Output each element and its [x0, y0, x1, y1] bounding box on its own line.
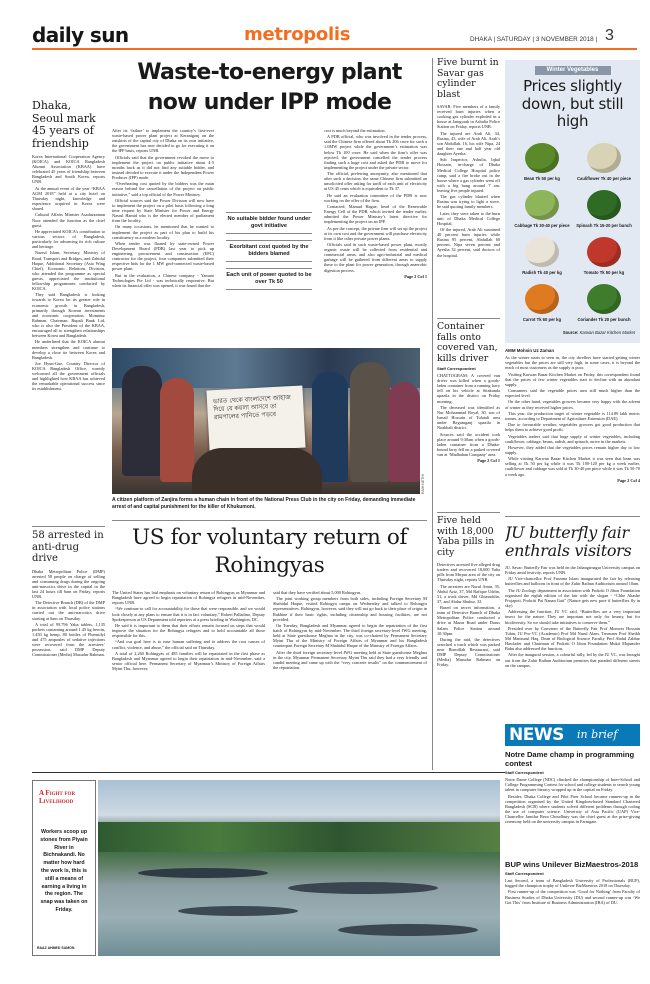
price-label: Bean Tk 50 per kg [524, 176, 560, 181]
price-label: Spinach Tk 15-20 per bunch [576, 223, 632, 228]
paragraph: As per the concept, the private firm will set up the project at its own cost and the government will purchase electricity from it like other private power plants. [324, 225, 427, 241]
paragraph: A total of 2,260 Rohingyas of 485 families will be repatriated in the first phase as Bangladesh and Myanmar agreed to begin their repatriation in mid-November, said a senior official here. Permanent Secretary of Myanmar’s Ministry of Foreign Affairs Myint Thu, however, [112, 650, 265, 672]
story-body [505, 355, 640, 477]
kicker: Winter Vegetables [535, 66, 611, 75]
news-brief-2 [505, 860, 640, 960]
paragraph: The injured are Arab Ali, 34, Rasina, 45, wife of Arab Ali, Arab’s son Abdullah, 16, his wife Nipa, 24 and their one and half year old daughter Ayesha. [437, 130, 500, 157]
lead-pullquotes [218, 128, 320, 346]
paragraph: The Detective Branch (DB) of the DMP in association with local police stations carried out the anti-narcotics drive starting at 6am on Thursday. [32, 600, 105, 621]
vegetable-photo [525, 284, 559, 314]
sign-text: ভারত থেকে বাংলাদেশে জাহাজ দিয়ে যে কয়লা আসবে তা রামপালের পানিতে পড়বে [212, 394, 291, 422]
vegetable-photo [525, 190, 559, 220]
paragraph: JU Vice-chancellor Prof Farzana Islam inaugurated the fair by releasing butterflies and balloons in front of the Zahir Raihan Auditorium around 10am. [505, 576, 640, 587]
section-label: metropolis [244, 24, 351, 45]
vegetable-item [511, 187, 573, 234]
vegetable-photo [587, 237, 621, 267]
paragraph: Sub Inspector, Ashulia, Iqbal Hossain, in-charge of Dhaka Medical College Hospital police camp, said a fire broke out in the house where a gas cylinder went off with a big bang around 7 am, leaving five people injured. [437, 157, 500, 193]
continued-label: Page 2 Col 4 [617, 477, 640, 483]
story-body [437, 104, 500, 258]
byline: Staff Correspondent [505, 770, 544, 775]
dateline: DHAKA | SATURDAY | 3 NOVEMBER 2018 | [470, 36, 598, 43]
paragraph: Besides, Dhaka College and Pilot Pirer School became runners-up in the competition organised by the United Kingdom-based Standard Chartered Bangladesh (SCB) where students solved different problems through coding the use of computer science. University of Asia Pacific (UAP) Vice-Chancellor Jamilur Reza Choudhury was the chief guest at the prize-giving ceremony held on the university campus in Farmgate. [505, 793, 640, 825]
paragraph: After the third foreign secretary-level JWG meeting held at State guesthouse Meghna in the city, Myanmar Permanent Secretary Myint Thu said they had a very friendly and candid meeting and came up with the “very concrete results” on the commencement of the repatriation. [273, 649, 427, 670]
paragraph: Last Second, a team of Bangladesh University of Professionals (BUP), bagged the champion trophy of Unilever BizMaestros 2018 on Thursday. [505, 878, 640, 889]
paragraph: Official sources said the Power Division will now have to implement the project on a pilot basis following a long time request by State Minister for Power and Energy Nasrul Hamid who is the elected member of parliament from the locality. [112, 197, 214, 224]
news-word: NEWS [509, 725, 564, 745]
paragraph: Contacted, Mamud Hague, head of the Renewable Energy Cell of the PDB, which invited the tender earlier, admitted the Power Ministry’s latest directive for implementing the project on an IPP. [324, 204, 427, 225]
paragraph: Presided over by Convener of the Butterfly Fair Prof Monwar Hossain Tuhin, JU Pro-VC (Academic) Prof Md Nurul Alam, Treasurer Prof Sheikh Md Manzurul Haq, Dean of Biological Science Faculty Prof Abdul Zabbar Hawlader and Chairman of Prokriti O Jibon Foundation Mukit Majumder Babu also addressed the function. [505, 625, 640, 652]
vegetable-item [573, 140, 635, 187]
paragraph: The United States has laid emphasis on voluntary return of Rohingyas as Myanmar and Bangladesh have agreed to begin repatriation of Rohingya refugees in mid-November, reports UNB. [112, 590, 265, 606]
kicker: A Fight for Livelihood [39, 789, 76, 805]
paragraph: Cultural Affairs Minister Asaduzzaman Noor attended the function as the chief guest. [32, 212, 105, 228]
paragraph: He appreciated KOICA’s contribution to various sectors of Bangladesh, particularly for advancing its rich culture and heritage. [32, 228, 105, 250]
byline: AMM Mohsin Uz Zaman [505, 348, 555, 353]
paragraph: Detectives arrested five alleged drug traders and recovered 18,000 Yaba pills from Mirpur area of the city on Thursday night, reports UNB. [437, 562, 500, 583]
anti-drug-story [32, 530, 105, 770]
paragraph: After the inaugural session, a colourful rally, led by the JU VC, was brought out from the Zahir Raihan Auditorium premises that paraded different streets on the campus. [505, 652, 640, 668]
story-body [32, 569, 105, 658]
story-body [505, 777, 640, 824]
story-body [437, 373, 500, 457]
paragraph: Dhaka Metropolitan Police (DMP) arrested 58 people on charge of selling and consuming drugs during the ongoing anti-narcotics drive in the capital in the last 24 hours till 6am on Friday, reports UNB. [32, 568, 105, 599]
paragraph: On the other hand, vegetables growers became very happy with the advent of winter as they received higher prices. [505, 399, 640, 410]
paragraph: They said Bangladesh is looking towards to Korea for its greater role in economic growth in Bangladesh, primarily through Korean investments and economic cooperation. Mominur Rahman, Chairman, Rupali Bank Ltd, who is also the President of the KBAA, encouraged all to strengthen relationships between Korea and Bangladesh. [32, 292, 105, 339]
paragraph: As the winter starts to seen in, the city dwellers have started getting winter vegetables but the prices are still very high, in some cases, it is beyond the reach of most customers as the supply is poor. [505, 355, 640, 371]
paragraph: At the annual event of the year “KBAA AGM 2018” held at a city hotel on Thursday night, knowledge and experience acquired in Korea were shared. [32, 185, 105, 212]
paragraph: cost is much beyond the estimation. [324, 128, 386, 133]
yaba-story [437, 516, 500, 770]
story-body [437, 562, 500, 667]
caption: Workers scoop up stones from Piyain River in Bichnakandi. No matter how hard the work is, this is still a means of earning a living in the region. The snap was taken on Friday. [40, 829, 88, 913]
story-body [32, 154, 105, 392]
vegetable-photo [587, 143, 621, 173]
price-label: Cabbage Tk 30-40 per piece [514, 223, 570, 228]
paragraph: First runner-up of the competition was ‘Good for Nothing’ from Faculty of Business Studies of Dhaka University (DU) and second runner-up was ‘We Got This’ from Institute of Business Administration (IBA) of DU. [505, 889, 640, 905]
paragraph: During the raid, the detectives searched a truck which was parked near Bismillah Restaurant, said DMP Deputy Commissioner (Media) Masudur Rahman on Friday. [437, 636, 500, 668]
paragraph: On many occasions, he mentioned that he wanted to implement the project as part of his plan to build his constituency as a modern locality. [112, 224, 214, 240]
paragraph: He underlined that the KOICA alumni members strengthen and continue to develop a close tie between Korea and Bangladesh. [32, 339, 105, 360]
photo-caption: A citizen platform of Zanjira forms a human chain in front of the National Press Club in the city on Friday, demanding immediate arrest of and capital punishment for the killer of Khukumoni. [112, 497, 416, 510]
paragraph: “And our goal here is to ease human suffering and to address the root causes of conflict, violence, and abuse,” the official said on Thursday. [112, 639, 265, 650]
paragraph: The arrestees are Nurul Amin, 35, Abdul Aziz, 37, Md Rafique Uddin, 51, a truck driver, Md Ghiasuddin, 37, and Abdur Shukur, 32. [437, 583, 500, 604]
news-in-brief-banner [505, 724, 640, 746]
pull-quote: Each unit of power quoted to be over Tk 50 [226, 268, 312, 290]
headline: JU butterfly fair enthrals visitors [505, 523, 632, 560]
photo-credit: RAAZ AHMED SUMON [37, 945, 75, 950]
headline: Five burnt in Savar gas cylinder blast [437, 58, 499, 100]
story-body [505, 565, 640, 668]
vegetable-item [573, 187, 635, 234]
headline-text: US for voluntary return of Rohingyas [131, 525, 408, 578]
paragraph: Of the injured, Arab Ali sustained 40 percent burn injuries while Rasina 95 percent, Abdullah 60 percent, Nipa seven percent and Ayesha 32 percent, said doctors of the hospital. [437, 227, 500, 258]
paragraph: Joe Hyun-Gue, Country Director of KOICA Bangladesh Office, warmly welcomed all the government officials and highlighted how KBAA has achieved the remarkable operational success since its establishment. [32, 360, 105, 392]
paragraph: However, they added that the vegetables prices remain higher day to low supply. [505, 444, 640, 455]
price-label: Carrot Tk 60 per kg [522, 317, 562, 322]
paragraph: Officials said that the government revoked the move to implement the project on public initiative about 4-5 months back as it did not find any suitable bidder, and instead decided to execute it under the Independent Power Producer (IPP) mode. [112, 154, 214, 181]
vegetable-photo [587, 190, 621, 220]
headline: Notre Dame champ in programming contest [505, 750, 635, 768]
price-label: Coriander Tk 20 per bunch [577, 317, 631, 322]
voluntary-column-b [273, 590, 427, 770]
paragraph: CHATTOGRAM: A covered van driver was killed when a goods-laden container from a running lorry fell on his vehicle at Sitakunda upazila in the district on Friday morning. [437, 373, 500, 404]
byline: Staff Correspondent [505, 871, 544, 876]
vegetable-photo [525, 237, 559, 267]
in-brief-word: in brief [577, 728, 618, 741]
voluntary-column-a [112, 590, 265, 770]
paragraph: Notre Dame College (NDC) clinched the championship of Inter-School and College Programming Contest for school and college students to search young talent in computer literacy wrapped up in the capital on Friday. [505, 777, 640, 793]
paragraph: He said an evaluation committee of the PDB is now working on the offer of the firm. [324, 192, 427, 203]
paragraph: Korea International Cooperation Agency (KOICA) and KOICA Bangladesh Alumni Association (KBAA) have celebrated 45 years of friendship between Bangladesh and South Korea, reports UNB. [32, 154, 105, 185]
voluntary-return-headline [112, 524, 427, 586]
paragraph: Vegetables traders said that huge supply of winter vegetables, including cauliflower, cabbage, beans, radish, and spinach, arrive in the markets. [505, 433, 640, 444]
page-number: 3 [605, 27, 614, 44]
human-chain-photo [112, 348, 420, 494]
vegetable-item [511, 140, 573, 187]
pull-quote: No suitable bidder found under govt initiative [226, 212, 312, 234]
vegetable-grid [511, 140, 635, 328]
vegetable-item [511, 281, 573, 328]
paragraph: When tender was floated by state-owned Power Development Board (PDB) last year to pick up engineering, procurement and construction (EPC) contractor for the project, four companies submitted their respective bids for the 1 MW grid-connected waste-based power plant. [112, 240, 214, 272]
paragraph: The joint working group members from both sides, including Foreign Secretary M Shahidul Haque, visited Rohingya camps on Wednesday and talked to Rohingya representatives. Rohingyas, however, said they will not go back to their place of origin in Rakhine if their basic rights, including citizenship and housing facilities, are not provided. [273, 596, 427, 622]
paragraph: He said it is important to them that their efforts remain focused on steps that would improve the situation for the Rohingya refugees and to hold accountable all those responsible for this. [112, 622, 265, 639]
paragraph: After its ‘failure’ to implement the country’s first-ever waste-based power plant project at Keraniganj on the outskirts of the capital city of Dhaka on its own initiative, the government has now decided to go for executing it on the IPP basis, reports UNB. [112, 128, 214, 154]
news-brief-1 [505, 750, 640, 858]
masthead [0, 0, 650, 52]
paragraph: The JU Zoology department in association with Prokriti O Jibon Foundation organised the eighth edition of the fair with the slogan - “Chhe Akashe Projapoti, Prokriti Pai Nanan Gati” (Nature gets new pace if butterflies fly in sky). [505, 587, 640, 609]
vegetable-item [511, 234, 573, 281]
paragraph: said that they have verified about 5,000 Rohingyas. [273, 590, 362, 595]
paragraph: On Tuesday, Bangladesh and Myanmar agreed to begin the repatriation of the first batch of Rohingyas by mid-November. The third foreign secretary-level JWG meeting, held at State guesthouse Meghna in the city, was co-chaired by Permanent Secretary Myint Thu of the Ministry of Foreign Affairs of Myanmar and his Bangladesh counterpart Foreign Secretary M Shahidul Haque of the Ministry of Foreign Affairs. [273, 622, 427, 649]
paragraph: Addressing the function, JU VC said, “Butterflies are a very important insect for the nature. They are important not only for beauty, but for biodiversity. So we should take initiatives to conserve them.” [505, 609, 640, 625]
headline: Container falls onto covered van, kills driver [437, 322, 498, 364]
paragraph: Due to favourable weather, vegetables growers got good production that helps them to achieve good profit. [505, 422, 640, 433]
container-story [437, 322, 500, 512]
paragraph: Nazrul Islam, Secretary, Ministry of Road, Transport and Bridges, and Zahidul Haque, Additional Secretary (Asia Wing Chief), Economic Relations Division, who attended the programme as special guests, appreciated the institutional fellowship programmes conducted by KOICA. [32, 250, 105, 292]
livelihood-caption-box [32, 780, 96, 956]
paragraph: Consumers said the vegetable prices area still much higher than the expected level. [505, 388, 640, 399]
paragraph: Later, they were taken to the burn unit of Dhaka Medical College Hospital. [437, 210, 500, 226]
brand-logo: daily sun [32, 23, 129, 47]
price-label: Radish Tk 40 per kg [522, 270, 562, 275]
paragraph: JU, Savar: Butterfly Fair was held on the Jahangirnagar University campus on Friday amid festivity, reports UNB. [505, 565, 640, 576]
paragraph: But in the evaluation, a Chinese company - Yamato Technologies Pte Ltd - was technically responsive. But when its financial offer was opened, it was found that the [112, 272, 214, 288]
paragraph: SAVAR: Five members of a family received burn injuries when a cooking gas cylinder exploded in a house at Jamgorah in Ashulia Police Station on Friday, reports UNB. [437, 104, 500, 130]
paragraph: Officials said in such waste-based power plant, mostly organic waste will be collected from residential and commercial areas, and also agro-industrial and medical garbage will be gathered from different areas to supply these to the plant for power generation, through anaerobic digestion process. [324, 242, 427, 273]
vegetable-item [573, 281, 635, 328]
continued-label: Page 2 Col 1 [404, 273, 427, 279]
paragraph: This year, the production target of winter vegetable is 114.89 lakh metric tonnes, according to Department of Agriculture Extension (DAE). [505, 410, 640, 421]
headline: Dhaka, Seoul mark 45 years of friendship [32, 100, 96, 150]
paragraph: The gas cylinder blasted when Rasina was trying to light a stove, he said quoting family members. [437, 194, 500, 210]
river-photo [98, 780, 500, 956]
price-label: Cauliflower Tk 40 per piece [577, 176, 631, 181]
gas-blast-story [437, 58, 500, 348]
paragraph: Visiting Karwan Bazar Kitchen Market on Friday, this correspondent found that the prices of few winter vegetables start to decline with an abundant supply. [505, 371, 640, 387]
paragraph: A PDB official, who was involved in the tender process, said the Chinese firm offered about Tk 206 crore for such a 1.0MW project while the government’s estimation was below Tk 100 crore. He said when the firm’s offer was rejected, the government cancelled the tender process finding such a huge cost and asked the PDB to move for implementing the project under the private sector. [324, 134, 427, 170]
photo-credit: RAIH NETHI [421, 474, 425, 494]
paragraph: Sources said the accident took place around 9:30am when a goods-laden container from a Dhaka-bound lorry fell on a parked covered van at ‘Madhaban Company’ area. [437, 431, 500, 457]
price-label: Tomato Tk 50 per kg [583, 270, 625, 275]
continued-label: Page 2 Col 1 [477, 458, 500, 464]
butterfly-fair-story [505, 520, 640, 724]
vegetable-photo [525, 143, 559, 173]
paragraph: “We continue to call for accountability for those that were responsible, and we would look closely at any plans to ensure that it is in fact voluntary,” Robert Palladino, Deputy Spokesperson at US Department told reporters at a press briefing in Washington, DC. [112, 606, 265, 622]
lead-column-a [112, 128, 214, 346]
story-body [505, 878, 640, 905]
lead-column-b [324, 128, 427, 346]
protest-sign [206, 386, 305, 453]
winter-vegetables-panel [505, 60, 640, 343]
paragraph: “Overheating cost quoted by the bidders was the main reason behind the cancellation of the project on public initiative,” said a top official of the Power Ministry. [112, 181, 214, 197]
headline: Prices slightly down, but still high [521, 77, 624, 130]
vegetable-item [573, 234, 635, 281]
prices-story [505, 346, 640, 516]
pull-quote: Exorbitant cost quoted by the bidders blamed [226, 240, 312, 262]
headline: Five held with 18,000 Yaba pills in city [437, 516, 495, 558]
paragraph: While visiting Karwan Bazar Kitchen Market it was seen that bean was selling at Tk 50 per kg while it was Tk 100-120 per kg a week earlier, cauliflower and cabbage was sold at Tk 30-40 per piece while it was Tk 50-70 a week ago. [505, 456, 640, 477]
paragraph: Based on secret information, a team of Detective Branch of Dhaka Metropolitan Police conducted a drive at Mazar Road under Darus Salam Police Station around 10:30pm. [437, 605, 500, 636]
vegetable-photo [587, 284, 621, 314]
paragraph: A total of 99,796 Yaba tablets, 1,135 packets containing around 1.45 kg heroin, 1.450 kg hemp, 80 bottles of Phensidyl and 475 ampoules of sedative injections were recovered from the arrestees’ possession, said DMP Deputy Commissioner (Media) Masudur Rahman. [32, 621, 105, 658]
headline-text: Waste-to-energy plant now under IPP mode [137, 60, 402, 115]
friendship-story [32, 100, 105, 562]
paragraph: The deceased was identified as Nur Mohammad Royal, 30, son of Ismail Hossain of Tulatali area under Begumganj upazila in Noakhali district. [437, 404, 500, 431]
headline: 58 arrested in anti-drug drive [32, 530, 104, 564]
paragraph: The official, preferring anonymity, also mentioned that after such a decision, the same Chinese firm submitted an unsolicited offer asking for tariff of each unit of electricity at US 45 cents which is equivalent to Tk 37. [324, 171, 427, 192]
source-line: Source: Karwan Bazar Kitchen Market [562, 330, 635, 335]
lead-headline [112, 58, 427, 124]
byline: Staff Correspondent [437, 366, 476, 371]
headline: BUP wins Unilever BizMaestros-2018 [505, 860, 639, 869]
